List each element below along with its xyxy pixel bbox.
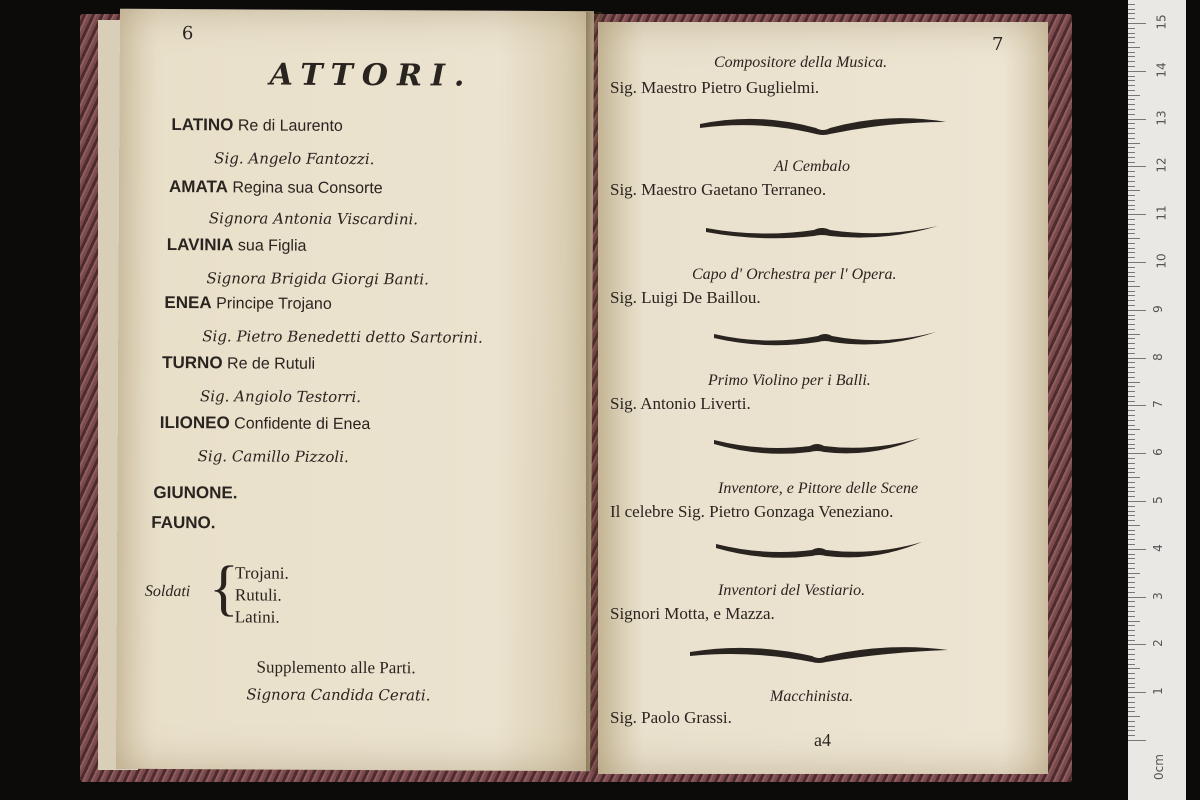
ruler-tick: [1128, 99, 1135, 100]
ruler-tick: [1128, 334, 1140, 335]
ruler-tick: [1128, 477, 1140, 478]
ruler-tick: [1128, 104, 1135, 105]
ornament-divider-icon: [714, 538, 924, 562]
ruler-tick: [1128, 463, 1135, 464]
ruler-tick: [1128, 319, 1135, 320]
ruler-tick: [1128, 549, 1146, 550]
actor-name: Sig. Angiolo Testorri.: [199, 387, 362, 407]
actor-name: Sig. Angelo Fantozzi.: [214, 149, 375, 169]
ruler-tick: [1128, 382, 1140, 383]
credit-heading: Capo d' Orchestra per l' Opera.: [692, 266, 897, 283]
role-desc: Principe Trojano: [216, 295, 332, 313]
role-desc: Confidente di Enea: [234, 415, 371, 434]
ruler-tick: [1128, 56, 1135, 57]
ruler-tick: [1128, 23, 1146, 24]
ruler-tick: [1128, 496, 1135, 497]
ruler-tick: [1128, 716, 1140, 717]
actor-name: Signora Antonia Viscardini.: [208, 209, 419, 229]
ruler-tick: [1128, 621, 1140, 622]
ruler-tick: [1128, 338, 1135, 339]
ruler-tick: [1128, 114, 1135, 115]
role-name: LAVINIA: [166, 235, 234, 255]
ruler-tick: [1128, 597, 1146, 598]
ruler-tick: [1128, 33, 1135, 34]
ruler-number: 2: [1150, 639, 1165, 648]
brace-icon: {: [208, 554, 239, 623]
ruler-number: 1: [1150, 687, 1165, 696]
ruler-tick: [1128, 687, 1135, 688]
ruler-tick: [1128, 13, 1135, 14]
ruler-tick: [1128, 711, 1135, 712]
ruler-tick: [1128, 554, 1135, 555]
role-desc: Re de Rutuli: [226, 355, 316, 373]
ruler-tick: [1128, 138, 1135, 139]
ruler-tick: [1128, 329, 1135, 330]
ruler-number: 5: [1150, 496, 1165, 504]
credit-heading: Macchinista.: [770, 688, 854, 705]
ruler-tick: [1128, 310, 1146, 311]
ruler-tick: [1128, 668, 1140, 669]
credit-name: Il celebre Sig. Pietro Gonzaga Veneziano.: [610, 502, 894, 521]
silent-role-fauno: FAUNO.: [151, 512, 216, 533]
ruler-tick: [1128, 434, 1135, 435]
ruler-tick: [1128, 577, 1135, 578]
ruler-tick: [1128, 209, 1135, 210]
ruler-tick: [1128, 133, 1135, 134]
ruler-tick: [1128, 568, 1135, 569]
ruler-tick: [1128, 544, 1135, 545]
ruler-tick: [1128, 482, 1135, 483]
credit-heading: Inventore, e Pittore delle Scene: [718, 480, 919, 497]
ruler-tick: [1128, 740, 1146, 741]
ruler-tick: [1128, 171, 1135, 172]
role-name: AMATA: [169, 177, 228, 197]
ruler-tick: [1128, 501, 1146, 502]
soldati-group: Trojani.: [234, 563, 289, 583]
right-page: [598, 22, 1048, 774]
ruler-tick: [1128, 157, 1135, 158]
ruler-tick: [1128, 415, 1135, 416]
ruler-tick: [1128, 625, 1135, 626]
ruler-tick: [1128, 76, 1135, 77]
measuring-ruler: [1128, 0, 1186, 800]
ruler-tick: [1128, 520, 1135, 521]
ruler-tick: [1128, 123, 1135, 124]
ruler-tick: [1128, 291, 1135, 292]
soldati-group: Latini.: [234, 607, 280, 627]
ruler-tick: [1128, 80, 1135, 81]
ruler-tick: [1128, 506, 1135, 507]
credit-name: Sig. Paolo Grassi.: [610, 708, 732, 727]
ruler-tick: [1128, 205, 1135, 206]
ruler-tick: [1128, 181, 1135, 182]
ruler-tick: [1128, 315, 1135, 316]
ruler-tick: [1128, 52, 1135, 53]
ruler-tick: [1128, 534, 1135, 535]
ruler-tick: [1128, 391, 1135, 392]
credit-name: Sig. Luigi De Baillou.: [610, 288, 761, 307]
supplement-actor: Signora Candida Cerati.: [246, 685, 431, 705]
ruler-tick: [1128, 616, 1135, 617]
page-number-right: 7: [992, 34, 1004, 55]
ruler-tick: [1128, 664, 1135, 665]
ruler-tick: [1128, 487, 1135, 488]
ruler-tick: [1128, 243, 1135, 244]
ruler-tick: [1128, 592, 1135, 593]
role-name: LATINO: [171, 115, 234, 135]
ruler-tick: [1128, 9, 1135, 10]
ornament-divider-icon: [712, 434, 922, 458]
ruler-tick: [1128, 252, 1135, 253]
ruler-tick: [1128, 707, 1135, 708]
ruler-tick: [1128, 262, 1146, 263]
supplement-label: Supplemento alle Parti.: [256, 657, 416, 678]
ruler-tick: [1128, 410, 1135, 411]
ruler-tick: [1128, 649, 1135, 650]
role-name: ENEA: [164, 293, 212, 313]
ruler-tick: [1128, 348, 1135, 349]
ruler-tick: [1128, 525, 1140, 526]
actor-name: Signora Brigida Giorgi Banti.: [206, 269, 429, 289]
ornament-divider-icon: [712, 326, 938, 350]
ruler-tick: [1128, 85, 1135, 86]
ruler-tick: [1128, 343, 1135, 344]
ruler-tick: [1128, 472, 1135, 473]
page-number-left: 6: [181, 23, 194, 45]
ruler-tick: [1128, 300, 1135, 301]
ruler-tick: [1128, 272, 1135, 273]
ruler-tick: [1128, 425, 1135, 426]
signature-mark: a4: [814, 730, 831, 750]
ruler-tick: [1128, 362, 1135, 363]
ruler-tick: [1128, 721, 1135, 722]
ruler-tick: [1128, 530, 1135, 531]
credit-name: Sig. Antonio Liverti.: [610, 394, 751, 413]
ornament-divider-icon: [704, 220, 940, 244]
ruler-tick: [1128, 176, 1135, 177]
ruler-tick: [1128, 119, 1146, 120]
ruler-tick: [1128, 95, 1140, 96]
credit-heading: Primo Violino per i Balli.: [708, 372, 871, 389]
ruler-tick: [1128, 233, 1135, 234]
credit-heading: Inventori del Vestiario.: [718, 582, 866, 599]
ruler-number: 8: [1150, 352, 1165, 361]
ruler-tick: [1128, 630, 1135, 631]
ruler-number: 11: [1154, 205, 1169, 221]
ruler-unit: 0cm: [1151, 754, 1166, 780]
ruler-tick: [1128, 224, 1135, 225]
ruler-tick: [1128, 582, 1135, 583]
role-name: TURNO: [162, 352, 223, 373]
ruler-tick: [1128, 539, 1135, 540]
ruler-tick: [1128, 611, 1135, 612]
ruler-tick: [1128, 702, 1135, 703]
role-desc: Regina sua Consorte: [232, 179, 383, 198]
ruler-tick: [1128, 37, 1135, 38]
role-desc: sua Figlia: [237, 237, 307, 255]
ruler-tick: [1128, 66, 1135, 67]
role-desc: Re di Laurento: [237, 117, 343, 135]
ruler-tick: [1128, 281, 1135, 282]
ruler-tick: [1128, 248, 1135, 249]
ruler-tick: [1128, 42, 1135, 43]
ruler-tick: [1128, 726, 1135, 727]
ruler-tick: [1128, 190, 1140, 191]
ornament-divider-icon: [688, 642, 950, 666]
ruler-tick: [1128, 678, 1135, 679]
ruler-tick: [1128, 429, 1140, 430]
ruler-number: 9: [1150, 304, 1165, 313]
ruler-tick: [1128, 276, 1135, 277]
ruler-tick: [1128, 491, 1135, 492]
ruler-tick: [1128, 4, 1135, 5]
ruler-tick: [1128, 162, 1135, 163]
ruler-tick: [1128, 405, 1146, 406]
ruler-tick: [1128, 735, 1135, 736]
ruler-tick: [1128, 659, 1135, 660]
ruler-tick: [1128, 18, 1135, 19]
ruler-tick: [1128, 558, 1135, 559]
ruler-tick: [1128, 238, 1140, 239]
credit-name: Sig. Maestro Pietro Guglielmi.: [610, 78, 820, 97]
ruler-tick: [1128, 697, 1135, 698]
ruler-tick: [1128, 195, 1135, 196]
ruler-tick: [1128, 305, 1135, 306]
page-title: ATTORI.: [269, 57, 474, 94]
ruler-tick: [1128, 219, 1135, 220]
ruler-tick: [1128, 601, 1135, 602]
ruler-tick: [1128, 606, 1135, 607]
actor-name: Sig. Pietro Benedetti detto Sartorini.: [202, 327, 483, 347]
ruler-tick: [1128, 147, 1135, 148]
ruler-tick: [1128, 324, 1135, 325]
ruler-tick: [1128, 386, 1135, 387]
ruler-tick: [1128, 635, 1135, 636]
ruler-tick: [1128, 109, 1135, 110]
ruler-tick: [1128, 444, 1135, 445]
ruler-number: 10: [1154, 253, 1169, 269]
ruler-tick: [1128, 587, 1135, 588]
ruler-tick: [1128, 367, 1135, 368]
ruler-tick: [1128, 186, 1135, 187]
ruler-number: 6: [1150, 448, 1165, 457]
soldati-group: Rutuli.: [234, 585, 282, 605]
role-name: ILIONEO: [159, 412, 230, 433]
ruler-tick: [1128, 511, 1135, 512]
ruler-tick: [1128, 61, 1135, 62]
ruler-tick: [1128, 453, 1146, 454]
ruler-number: 7: [1150, 400, 1165, 409]
ruler-tick: [1128, 372, 1135, 373]
ruler-number: 3: [1150, 591, 1165, 600]
ruler-tick: [1128, 563, 1135, 564]
ruler-tick: [1128, 420, 1135, 421]
ruler-tick: [1128, 267, 1135, 268]
actor-name: Sig. Camillo Pizzoli.: [197, 447, 349, 466]
ruler-tick: [1128, 128, 1135, 129]
ruler-tick: [1128, 257, 1135, 258]
ruler-tick: [1128, 468, 1135, 469]
ruler-number: 14: [1154, 62, 1169, 78]
ruler-tick: [1128, 448, 1135, 449]
credit-heading: Al Cembalo: [774, 158, 850, 175]
ruler-number: 15: [1154, 14, 1169, 30]
ruler-tick: [1128, 152, 1135, 153]
ruler-tick: [1128, 200, 1135, 201]
ruler-tick: [1128, 683, 1135, 684]
soldati-label: Soldati: [144, 582, 191, 601]
ruler-tick: [1128, 692, 1146, 693]
ruler-tick: [1128, 573, 1140, 574]
ruler-tick: [1128, 143, 1140, 144]
ruler-tick: [1128, 286, 1140, 287]
ruler-tick: [1128, 295, 1135, 296]
ruler-tick: [1128, 166, 1146, 167]
left-page: [116, 9, 594, 771]
ruler-tick: [1128, 28, 1135, 29]
ruler-number: 4: [1150, 543, 1165, 552]
ruler-tick: [1128, 377, 1135, 378]
ruler-tick: [1128, 47, 1140, 48]
ornament-divider-icon: [698, 114, 948, 138]
credit-name: Sig. Maestro Gaetano Terraneo.: [610, 180, 827, 199]
ruler-number: 13: [1154, 109, 1169, 126]
ruler-tick: [1128, 515, 1135, 516]
ruler-number: 12: [1154, 157, 1169, 174]
ruler-tick: [1128, 229, 1135, 230]
silent-role-giunone: GIUNONE.: [153, 482, 238, 503]
ruler-tick: [1128, 730, 1135, 731]
ruler-tick: [1128, 458, 1135, 459]
ruler-tick: [1128, 640, 1135, 641]
ruler-tick: [1128, 396, 1135, 397]
ruler-tick: [1128, 71, 1146, 72]
ruler-tick: [1128, 90, 1135, 91]
ruler-tick: [1128, 644, 1146, 645]
ruler-tick: [1128, 439, 1135, 440]
credit-heading: Compositore della Musica.: [714, 54, 888, 71]
credit-name: Signori Motta, e Mazza.: [610, 604, 775, 623]
ruler-tick: [1128, 401, 1135, 402]
ruler-tick: [1128, 214, 1146, 215]
ruler-tick: [1128, 358, 1146, 359]
ruler-tick: [1128, 654, 1135, 655]
ruler-tick: [1128, 673, 1135, 674]
ruler-tick: [1128, 353, 1135, 354]
